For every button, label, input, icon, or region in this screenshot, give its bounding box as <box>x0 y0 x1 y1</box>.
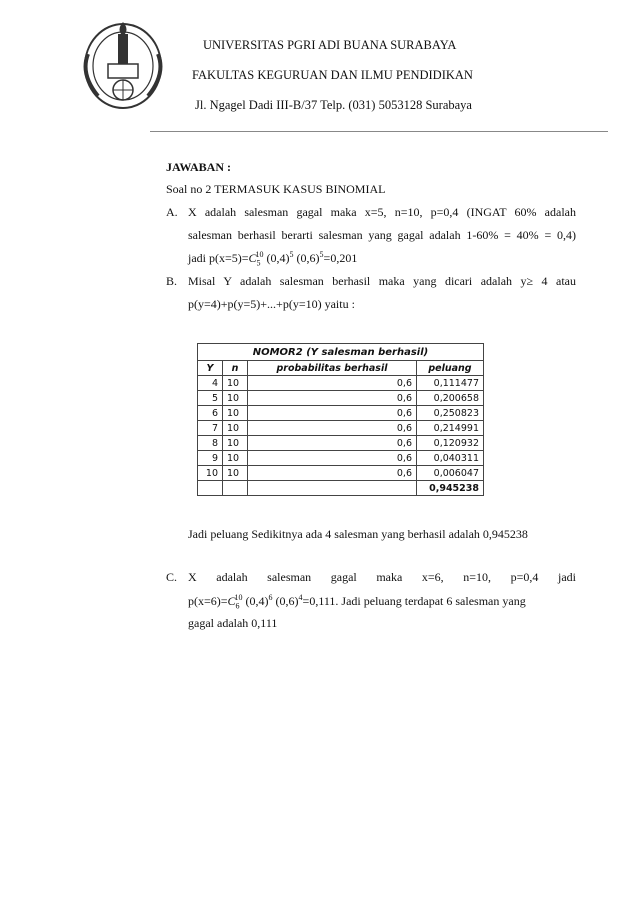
header-divider <box>150 131 608 132</box>
table-row: 8 10 0,6 0,120932 <box>198 436 484 451</box>
item-a-line2: salesman berhasil berarti salesman yang gagal adalah 1-60% = 40% = 0,4) <box>188 228 576 242</box>
faculty-name: FAKULTAS KEGURUAN DAN ILMU PENDIDIKAN <box>192 68 473 82</box>
table-row: 10 10 0,6 0,006047 <box>198 466 484 481</box>
question-title: Soal no 2 TERMASUK KASUS BINOMIAL <box>166 182 386 196</box>
university-logo <box>78 14 168 114</box>
formula-c: $C_6^{10}$ $(0,4)^6$ $(0,6)^4$ <box>227 593 303 611</box>
formula-a: $C_5^{10}$ $(0,4)^5$ $(0,6)^5$ <box>248 250 324 268</box>
item-b-line2: p(y=4)+p(y=5)+...+p(y=10) yaitu : <box>188 297 355 311</box>
col-header-n: n <box>223 361 248 376</box>
table-row: 7 10 0,6 0,214991 <box>198 421 484 436</box>
item-b-conclusion: Jadi peluang Sedikitnya ada 4 salesman yang berhasil adalah 0,945238 <box>188 527 528 541</box>
item-c-line2: $p(x=6)=C_6^{10}$ $(0,4)^6$ $(0,6)^4=0,111$. Jadi peluang terdapat 6 salesman yang <box>188 593 526 611</box>
item-a-line3: jadi $p(x=5)=C_5^{10}$ $(0,4)^5$ $(0,6)^5=0,201$ <box>188 250 358 268</box>
item-c-line3: gagal adalah 0,111 <box>188 616 278 630</box>
table-row: 5 10 0,6 0,200658 <box>198 391 484 406</box>
item-a-label: A. <box>166 205 178 219</box>
answer-heading: JAWABAN : <box>166 160 232 174</box>
table-row: 4 10 0,6 0,111477 <box>198 376 484 391</box>
col-header-prob: probabilitas berhasil <box>248 361 417 376</box>
item-b-line1: Misal Y adalah salesman berhasil maka yang dicari adalah y≥ 4 atau <box>188 274 576 288</box>
item-b-label: B. <box>166 274 178 288</box>
table-total-row <box>198 481 484 496</box>
col-header-y: Y <box>198 361 223 376</box>
item-c-line1: X adalah salesman gagal maka x=6, n=10, p=0,4 jadi <box>188 570 576 584</box>
table-row: 9 10 0,6 0,040311 <box>198 451 484 466</box>
university-name: UNIVERSITAS PGRI ADI BUANA SURABAYA <box>203 38 457 52</box>
col-header-peluang: peluang <box>417 361 484 376</box>
table-total: 0,945238 <box>417 481 484 496</box>
binomial-table <box>197 343 484 496</box>
item-c-label: C. <box>166 570 178 584</box>
table-title: NOMOR2 (Y salesman berhasil) <box>198 344 484 361</box>
item-a-line1: X adalah salesman gagal maka x=5, n=10, p=0,4 (INGAT 60% adalah <box>188 205 576 219</box>
table-row: 6 10 0,6 0,250823 <box>198 406 484 421</box>
address: Jl. Ngagel Dadi III-B/37 Telp. (031) 5053128 Surabaya <box>195 98 472 112</box>
